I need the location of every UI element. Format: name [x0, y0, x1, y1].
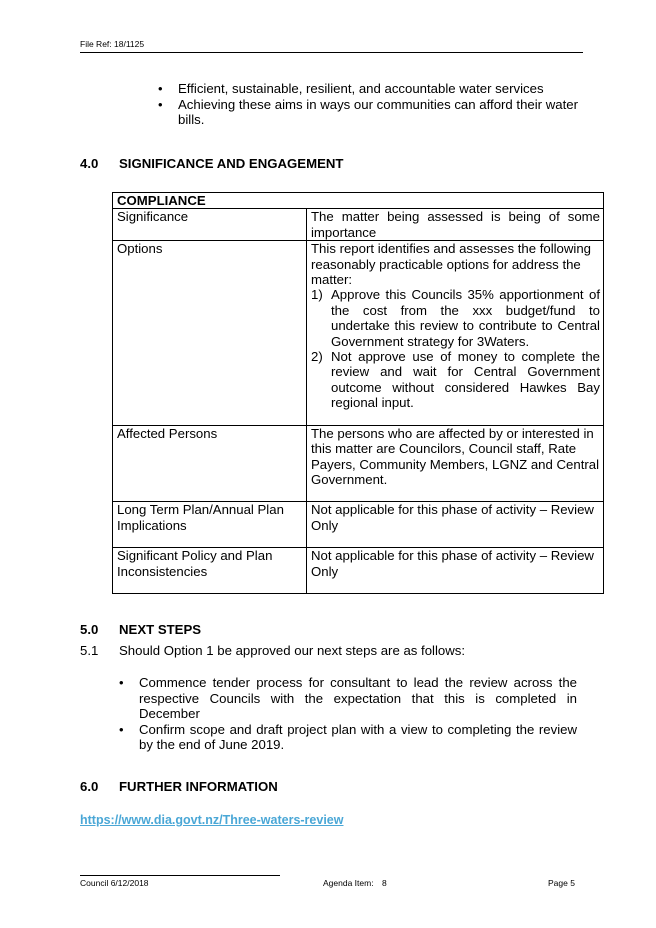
- compliance-table: [112, 192, 604, 594]
- ltp-label: Long Term Plan/Annual Plan Implications: [113, 502, 307, 548]
- table-row: [113, 502, 604, 548]
- list-item: 1) Approve this Councils 35% apportionment of the cost from the xxx budget/fund to undertake this review to contribute to Central Government strategy for 3Waters.: [311, 287, 600, 349]
- footer-agenda-number: 8: [382, 878, 387, 888]
- section-6-title: FURTHER INFORMATION: [119, 779, 278, 794]
- compliance-heading: COMPLIANCE: [113, 193, 604, 209]
- list-item: • Commence tender process for consultant to lead the review across the respective Councils with the expectation that this is completed in December: [119, 675, 577, 721]
- list-item: • Confirm scope and draft project plan with a view to completing the review by the end of June 2019.: [119, 721, 577, 752]
- section-5-title: NEXT STEPS: [119, 622, 202, 637]
- list-item: • Efficient, sustainable, resilient, and accountable water services: [158, 81, 544, 96]
- footer-council-date: Council 6/12/2018: [80, 878, 149, 888]
- section-4-title: SIGNIFICANCE AND ENGAGEMENT: [119, 156, 344, 171]
- options-value: [307, 241, 604, 425]
- affected-persons-label: Affected Persons: [113, 425, 307, 502]
- options-list: [311, 287, 600, 410]
- section-4-number: 4.0: [80, 156, 99, 171]
- footer-agenda-label: Agenda Item:: [323, 878, 374, 888]
- bullet-icon: •: [119, 675, 124, 690]
- subsection-5-1-text: Should Option 1 be approved our next steps are as follows:: [119, 643, 466, 658]
- next-steps-list: [116, 675, 577, 753]
- options-label: Options: [113, 241, 307, 425]
- bullet-icon: •: [158, 96, 163, 112]
- three-waters-review-link[interactable]: https://www.dia.govt.nz/Three-waters-review: [80, 813, 344, 827]
- policy-label: Significant Policy and Plan Inconsistencies: [113, 548, 307, 594]
- table-row: [113, 241, 604, 425]
- list-item: • Achieving these aims in ways our communities can afford their water bills.: [158, 96, 578, 127]
- options-intro: This report identifies and assesses the following reasonably practicable options for address the matter:: [311, 241, 592, 288]
- table-row: [113, 548, 604, 594]
- bullet-icon: •: [119, 721, 124, 737]
- section-5-number: 5.0: [80, 622, 99, 637]
- policy-value: Not applicable for this phase of activity – Review Only: [307, 548, 604, 594]
- footer-page-number: Page 5: [548, 878, 575, 888]
- significance-value: The matter being assessed is being of some importance: [307, 209, 604, 241]
- affected-persons-value: The persons who are affected by or interested in this matter are Councilors, Council staff, Rate Payers, Community Members, LGNZ and Central Government.: [307, 425, 604, 502]
- table-row: [113, 193, 604, 209]
- section-6-number: 6.0: [80, 779, 99, 794]
- header-divider: [80, 52, 583, 53]
- subsection-5-1-number: 5.1: [80, 643, 99, 658]
- intro-bullet-list: [155, 81, 578, 128]
- significance-label: Significance: [113, 209, 307, 241]
- list-item: 2) Not approve use of money to complete the review and wait for Central Government outcome without considered Hawkes Bay regional input.: [311, 349, 600, 411]
- ltp-value: Not applicable for this phase of activity – Review Only: [307, 502, 604, 548]
- bullet-icon: •: [158, 81, 163, 96]
- table-row: [113, 425, 604, 502]
- file-reference: File Ref: 18/1125: [80, 39, 145, 49]
- table-row: [113, 209, 604, 241]
- footer-divider: [80, 875, 280, 876]
